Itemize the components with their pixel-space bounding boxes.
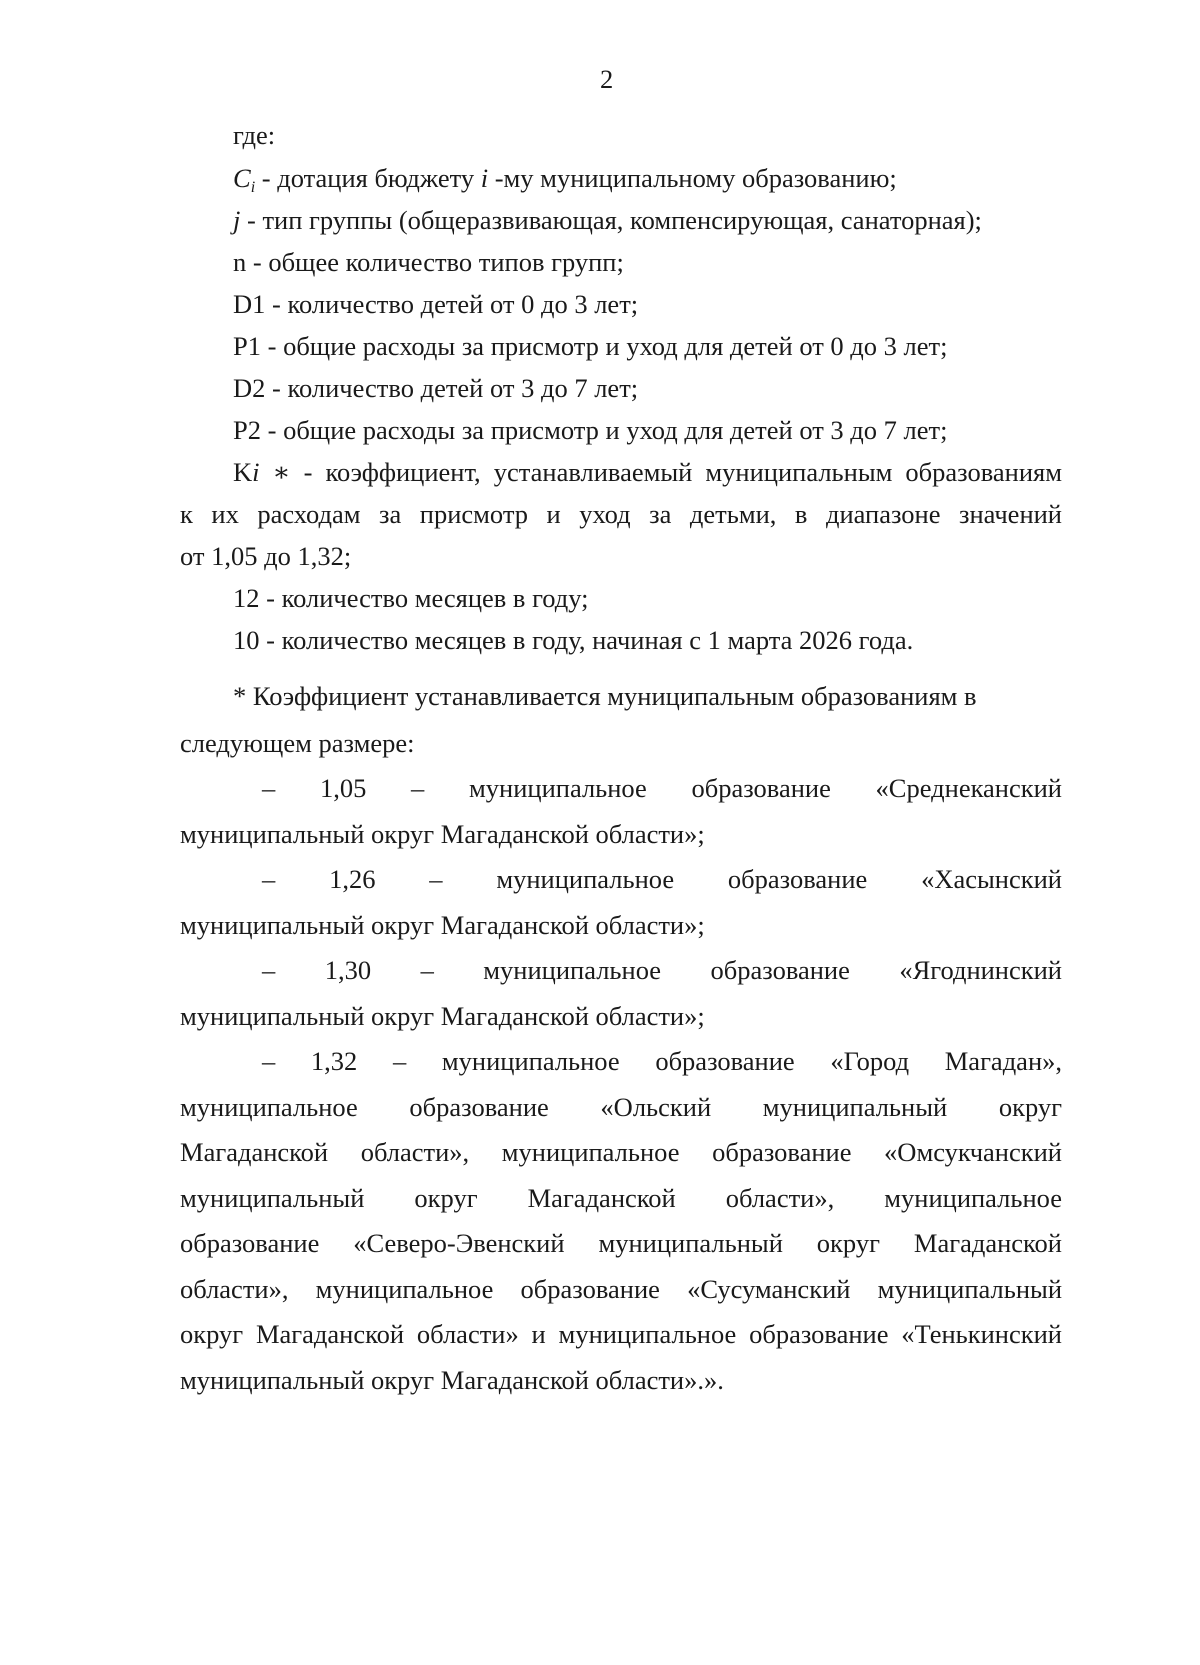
definition-10: 10 - количество месяцев в году, начиная с 1 марта 2026 года.: [233, 625, 914, 655]
definition-p1: P1 - общие расходы за присмотр и уход для детей от 0 до 3 лет;: [233, 331, 948, 361]
coefficient-item-4-line5: образование «Северо-Эвенский муниципальный округ Магаданской: [180, 1228, 1062, 1258]
ki-symbol-k: K: [233, 457, 253, 487]
ki-symbol-i: i: [252, 457, 260, 487]
definition-d1: D1 - количество детей от 0 до 3 лет;: [233, 289, 639, 319]
definition-n: n - общее количество типов групп;: [233, 247, 624, 277]
definition-ki-line2: к их расходам за присмотр и уход за детьми, в диапазоне значений: [180, 499, 1062, 529]
note-line2: следующем размере:: [180, 728, 415, 758]
coefficient-item-4-line1: – 1,32 – муниципальное образование «Город Магадан»,: [262, 1046, 1062, 1076]
coefficient-item-1-line2: муниципальный округ Магаданской области»;: [180, 819, 705, 849]
definition-ki-line1: [233, 455, 1062, 489]
definition-p2: P2 - общие расходы за присмотр и уход для детей от 3 до 7 лет;: [233, 415, 948, 445]
definition-ci: [233, 161, 897, 205]
definition-d2: D2 - количество детей от 3 до 7 лет;: [233, 373, 639, 403]
coefficient-item-2-line1: – 1,26 – муниципальное образование «Хасынский: [262, 864, 1062, 894]
j-symbol: j: [233, 205, 241, 235]
coefficient-item-4-line3: Магаданской области», муниципальное образование «Омсукчанский: [180, 1137, 1062, 1167]
ci-i-symbol: i: [480, 163, 489, 193]
where-label: где:: [233, 120, 276, 150]
coefficient-item-4-line6: области», муниципальное образование «Сусуманский муниципальный: [180, 1274, 1062, 1304]
coefficient-item-3-line2: муниципальный округ Магаданской области»;: [180, 1001, 705, 1031]
ci-text-tail: -му муниципальному образованию;: [488, 163, 897, 193]
note-line1: * Коэффициент устанавливается муниципальным образованиям в: [233, 681, 977, 711]
page-number: 2: [600, 64, 614, 94]
definition-12: 12 - количество месяцев в году;: [233, 583, 589, 613]
ci-text-mid: - дотация бюджету: [255, 163, 481, 193]
coefficient-item-4-line8: муниципальный округ Магаданской области».».: [180, 1365, 724, 1395]
coefficient-item-4-line2: муниципальное образование «Ольский муниципальный округ: [180, 1092, 1062, 1122]
coefficient-item-1-line1: – 1,05 – муниципальное образование «Среднеканский: [262, 773, 1062, 803]
ci-symbol: C: [233, 163, 251, 193]
ci-subscript: i: [250, 179, 256, 196]
coefficient-item-3-line1: – 1,30 – муниципальное образование «Ягоднинский: [262, 955, 1062, 985]
coefficient-item-4-line7: округ Магаданской области» и муниципальное образование «Тенькинский: [180, 1319, 1062, 1349]
j-text: - тип группы (общеразвивающая, компенсирующая, санаторная);: [240, 205, 982, 235]
definition-ki-line3: от 1,05 до 1,32;: [180, 541, 352, 571]
ki-text: ∗ - коэффициент, устанавливаемый муниципальным образованиям: [259, 457, 1062, 487]
coefficient-item-2-line2: муниципальный округ Магаданской области»;: [180, 910, 705, 940]
coefficient-item-4-line4: муниципальный округ Магаданской области», муниципальное: [180, 1183, 1062, 1213]
definition-j: [233, 203, 982, 237]
